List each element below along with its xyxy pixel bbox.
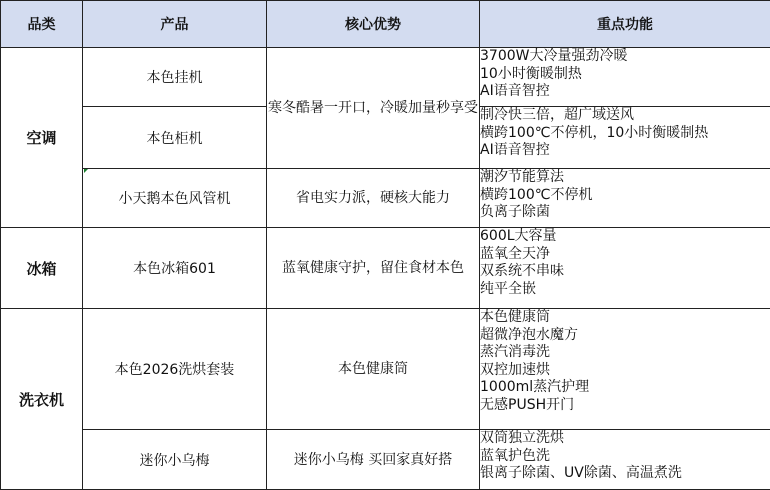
feature-item: 双控加速烘 bbox=[480, 362, 770, 380]
header-row bbox=[1, 1, 770, 48]
table-row bbox=[1, 430, 770, 490]
product-cell: 本色挂机 bbox=[83, 48, 267, 107]
advantage-cell: 迷你小乌梅 买回家真好搭 bbox=[267, 430, 480, 490]
table-row bbox=[1, 169, 770, 228]
product-cell: 小天鹅本色风管机 bbox=[83, 169, 267, 228]
feature-item: 600L大容量 bbox=[480, 228, 770, 246]
table-row bbox=[1, 48, 770, 107]
product-cell: 迷你小乌梅 bbox=[83, 430, 267, 490]
feature-item: 蓝氧全天净 bbox=[480, 246, 770, 264]
product-cell: 本色柜机 bbox=[83, 107, 267, 169]
feature-item: 蒸汽消毒洗 bbox=[480, 344, 770, 362]
feature-item: 10小时衡暖制热 bbox=[480, 66, 770, 84]
feature-item: 双系统不串味 bbox=[480, 263, 770, 281]
advantage-cell: 省电实力派，硬核大能力 bbox=[267, 169, 480, 228]
category-cell: 空调 bbox=[1, 48, 83, 228]
feature-item: 制冷快三倍，超广域送风 bbox=[480, 107, 770, 125]
feature-item: 横跨100℃不停机 bbox=[480, 187, 770, 205]
header-category: 品类 bbox=[1, 1, 83, 48]
features-cell bbox=[480, 169, 770, 228]
feature-item: 本色健康筒 bbox=[480, 309, 770, 327]
table-row bbox=[1, 309, 770, 430]
feature-item: 超微净泡水魔方 bbox=[480, 327, 770, 345]
feature-item: 3700W大冷量强劲冷暖 bbox=[480, 48, 770, 66]
feature-item: 负离子除菌 bbox=[480, 204, 770, 222]
feature-item: 横跨100℃不停机，10小时衡暖制热 bbox=[480, 125, 770, 143]
header-advantage: 核心优势 bbox=[267, 1, 480, 48]
header-features: 重点功能 bbox=[480, 1, 770, 48]
feature-item: 蓝氧护色洗 bbox=[480, 448, 770, 466]
category-cell: 冰箱 bbox=[1, 228, 83, 309]
feature-item: 1000ml蒸汽护理 bbox=[480, 379, 770, 397]
features-cell bbox=[480, 48, 770, 107]
advantage-cell: 寒冬酷暑一开口，冷暖加量秒享受 bbox=[267, 48, 480, 169]
category-cell: 洗衣机 bbox=[1, 309, 83, 490]
header-product: 产品 bbox=[83, 1, 267, 48]
feature-item: 纯平全嵌 bbox=[480, 281, 770, 299]
feature-item: 双筒独立洗烘 bbox=[480, 430, 770, 448]
features-cell bbox=[480, 309, 770, 430]
advantage-cell: 蓝氧健康守护，留住食材本色 bbox=[267, 228, 480, 309]
comment-indicator-icon bbox=[84, 169, 88, 173]
feature-item: 银离子除菌、UV除菌、高温煮洗 bbox=[480, 465, 770, 483]
features-cell bbox=[480, 107, 770, 169]
features-cell bbox=[480, 228, 770, 309]
table-row bbox=[1, 228, 770, 309]
feature-item: 潮汐节能算法 bbox=[480, 169, 770, 187]
product-cell: 本色冰箱601 bbox=[83, 228, 267, 309]
feature-item: AI语音智控 bbox=[480, 142, 770, 160]
advantage-cell: 本色健康筒 bbox=[267, 309, 480, 430]
product-cell: 本色2026洗烘套装 bbox=[83, 309, 267, 430]
feature-item: AI语音智控 bbox=[480, 83, 770, 101]
feature-item: 无感PUSH开门 bbox=[480, 397, 770, 415]
features-cell bbox=[480, 430, 770, 490]
